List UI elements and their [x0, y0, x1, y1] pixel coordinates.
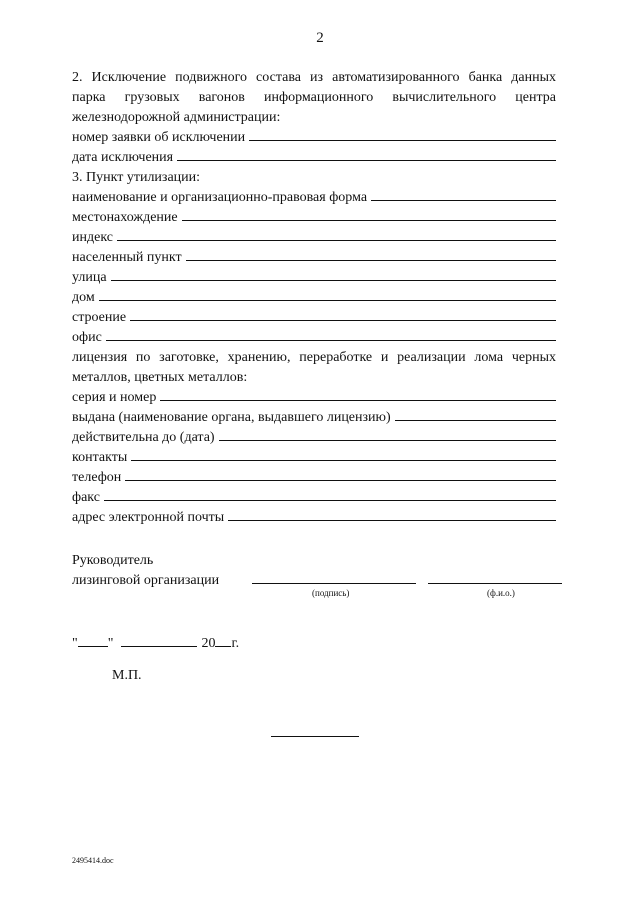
field-label: адрес электронной почты [72, 510, 225, 525]
blank-line[interactable] [228, 508, 556, 521]
office-field[interactable] [72, 328, 556, 348]
year-blank[interactable] [215, 634, 231, 647]
section-3-heading: 3. Пункт утилизации: [72, 170, 201, 185]
section-2-heading-line: железнодорожной администрации: [72, 110, 281, 125]
blank-line[interactable] [371, 188, 556, 201]
blank-line[interactable] [177, 148, 556, 161]
blank-line[interactable] [186, 248, 556, 261]
page-number: 2 [316, 30, 324, 46]
request-number-field[interactable] [72, 128, 556, 148]
month-blank[interactable] [121, 634, 197, 647]
license-heading-line: лицензия по заготовке, хранению, переработке и реализации лома черных [72, 350, 556, 365]
blank-line[interactable] [104, 488, 556, 501]
section-2-heading-line: парка грузовых вагонов информационного вычислительного центра [72, 90, 556, 105]
street-field[interactable] [72, 268, 556, 288]
blank-line[interactable] [182, 208, 556, 221]
postal-index-field[interactable] [72, 228, 556, 248]
blank-line[interactable] [111, 268, 556, 281]
house-field[interactable] [72, 288, 556, 308]
field-label: дом [72, 290, 95, 305]
field-label: номер заявки об исключении [72, 130, 246, 145]
field-label: факс [72, 490, 100, 505]
day-blank[interactable] [78, 634, 108, 647]
building-field[interactable] [72, 308, 556, 328]
year-suffix: г. [231, 636, 240, 651]
fax-field[interactable] [72, 488, 556, 508]
signature-line[interactable] [252, 583, 416, 584]
settlement-field[interactable] [72, 248, 556, 268]
blank-line[interactable] [125, 468, 556, 481]
blank-line[interactable] [160, 388, 556, 401]
field-label: офис [72, 330, 102, 345]
blank-line[interactable] [395, 408, 556, 421]
quote-open: " [72, 636, 78, 651]
license-valid-until-field[interactable] [72, 428, 556, 448]
blank-line[interactable] [131, 448, 556, 461]
blank-line[interactable] [117, 228, 556, 241]
field-label: выдана (наименование органа, выдавшего лицензию) [72, 410, 391, 425]
license-issuer-field[interactable] [72, 408, 556, 428]
field-label: улица [72, 270, 107, 285]
exclusion-date-field[interactable] [72, 148, 556, 168]
stamp-place: М.П. [112, 668, 142, 683]
name-legal-form-field[interactable] [72, 188, 556, 208]
blank-line[interactable] [249, 128, 556, 141]
signature-block [72, 551, 219, 591]
field-label: серия и номер [72, 390, 157, 405]
signer-title-line2: лизинговой организации [72, 573, 220, 588]
signature-caption: (подпись) [312, 588, 350, 598]
field-label: наименование и организационно-правовая форма [72, 190, 368, 205]
blank-line[interactable] [99, 288, 556, 301]
section-2 [72, 68, 556, 528]
date-line [72, 634, 239, 652]
file-name-footer: 2495414.doc [72, 856, 114, 865]
full-name-line[interactable] [428, 583, 562, 584]
phone-field[interactable] [72, 468, 556, 488]
field-label: телефон [72, 470, 122, 485]
year-prefix: 20 [201, 636, 216, 651]
location-field[interactable] [72, 208, 556, 228]
license-series-number-field[interactable] [72, 388, 556, 408]
field-label: местонахождение [72, 210, 178, 225]
end-of-document-line [271, 736, 359, 737]
field-label: индекс [72, 230, 113, 245]
field-label: строение [72, 310, 127, 325]
email-field[interactable] [72, 508, 556, 528]
quote-close: " [107, 636, 114, 651]
blank-line[interactable] [106, 328, 556, 341]
field-label: населенный пункт [72, 250, 182, 265]
field-label: действительна до (дата) [72, 430, 215, 445]
blank-line[interactable] [219, 428, 556, 441]
signer-title-line1: Руководитель [72, 553, 154, 568]
field-label: дата исключения [72, 150, 174, 165]
license-heading-line: металлов, цветных металлов: [72, 370, 248, 385]
blank-line[interactable] [130, 308, 556, 321]
contacts-field[interactable] [72, 448, 556, 468]
full-name-caption: (ф.и.о.) [487, 588, 515, 598]
field-label: контакты [72, 450, 128, 465]
section-2-heading-line: 2. Исключение подвижного состава из автоматизированного банка данных [72, 70, 556, 85]
